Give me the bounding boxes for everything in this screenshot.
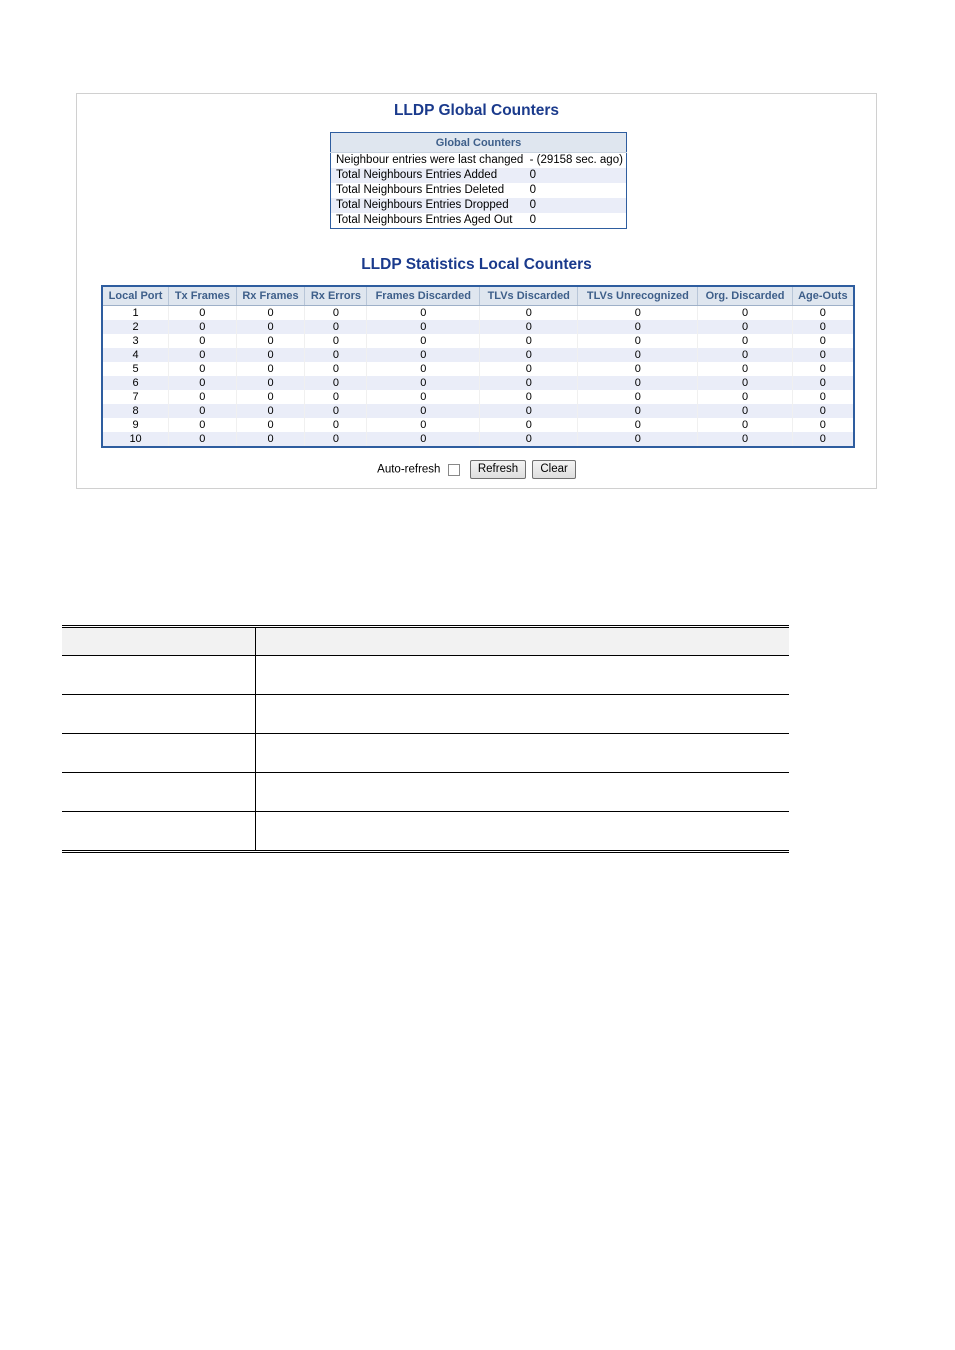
counter-value: 0	[236, 306, 305, 321]
counter-value: 0	[698, 390, 792, 404]
counter-value: 0	[529, 214, 536, 226]
column-header: Frames Discarded	[367, 286, 480, 306]
counter-value: 0	[480, 390, 578, 404]
local-counters-body	[102, 306, 854, 448]
counter-value: 0	[578, 390, 698, 404]
counter-value: 0	[480, 362, 578, 376]
counter-value: 0	[305, 362, 367, 376]
table-row	[102, 306, 854, 321]
column-header: Org. Discarded	[698, 286, 792, 306]
column-header: Rx Frames	[236, 286, 305, 306]
counter-value: 0	[305, 348, 367, 362]
counter-value: 0	[305, 334, 367, 348]
counter-value: 0	[169, 376, 236, 390]
local-counters-table	[101, 285, 855, 448]
counter-value: 0	[305, 320, 367, 334]
counter-value: 0	[578, 306, 698, 321]
table-row	[331, 213, 627, 229]
counter-value: 0	[698, 362, 792, 376]
counter-value: 0	[578, 404, 698, 418]
counter-value: 0	[236, 376, 305, 390]
port-number: 3	[102, 334, 169, 348]
lldp-statistics-screenshot	[76, 93, 877, 489]
counter-value: 0	[698, 348, 792, 362]
counter-value: 0	[480, 376, 578, 390]
table-row	[62, 734, 789, 773]
counter-value: 0	[698, 404, 792, 418]
counter-value: 0	[530, 168, 627, 183]
counter-value: 0	[367, 376, 480, 390]
port-number: 9	[102, 418, 169, 432]
counter-value: 0	[236, 432, 305, 447]
object-column-header	[62, 627, 256, 656]
column-header: TLVs Discarded	[480, 286, 578, 306]
counter-value: 0	[480, 404, 578, 418]
counter-value: 0	[236, 362, 305, 376]
counter-value: 0	[480, 306, 578, 321]
table-row	[331, 183, 627, 198]
counter-value: 0	[792, 334, 854, 348]
table-row	[102, 348, 854, 362]
table-row	[331, 168, 627, 183]
counter-value: 0	[792, 432, 854, 447]
counter-value: 0	[578, 376, 698, 390]
counter-value: 0	[792, 348, 854, 362]
port-number: 10	[102, 432, 169, 447]
counter-value: 0	[367, 432, 480, 447]
counter-value: 0	[578, 320, 698, 334]
column-header: Local Port	[102, 286, 169, 306]
table-row	[331, 198, 627, 213]
counter-value: 0	[480, 348, 578, 362]
counter-value: 0	[529, 184, 536, 196]
counter-value: 0	[698, 432, 792, 447]
counter-value: 0	[480, 320, 578, 334]
column-header: Age-Outs	[792, 286, 854, 306]
column-header: Rx Errors	[305, 286, 367, 306]
counter-value: 0	[698, 320, 792, 334]
table-row	[102, 432, 854, 447]
counter-value: 0	[367, 390, 480, 404]
counter-value: 0	[169, 306, 236, 321]
counter-value: 0	[236, 320, 305, 334]
table-row	[331, 153, 627, 169]
table-row	[62, 695, 789, 734]
counter-value: 0	[169, 362, 236, 376]
counter-value: 0	[305, 404, 367, 418]
table-row	[102, 418, 854, 432]
counter-value: 0	[169, 320, 236, 334]
counter-value: 0	[169, 432, 236, 447]
counter-value: 0	[698, 334, 792, 348]
counter-value: 0	[236, 418, 305, 432]
local-counters-title: LLDP Statistics Local Counters	[361, 256, 592, 273]
counter-value: 0	[169, 404, 236, 418]
table-row	[62, 812, 789, 852]
counter-value: 0	[169, 348, 236, 362]
counter-label: Total Neighbours Entries Aged Out	[336, 214, 513, 226]
counter-value: 0	[367, 334, 480, 348]
port-number: 6	[102, 376, 169, 390]
port-number: 2	[102, 320, 169, 334]
description-header-row	[62, 627, 789, 656]
counter-value: 0	[578, 348, 698, 362]
global-counters-title: LLDP Global Counters	[393, 102, 560, 119]
counter-label: Total Neighbours Entries Dropped	[331, 198, 530, 213]
global-counters-table	[330, 132, 627, 229]
counter-value: 0	[305, 432, 367, 447]
counter-value: 0	[792, 404, 854, 418]
counter-value: 0	[305, 306, 367, 321]
counter-value: 0	[792, 320, 854, 334]
counter-value: 0	[792, 306, 854, 321]
table-row	[102, 376, 854, 390]
port-number: 8	[102, 404, 169, 418]
column-header: TLVs Unrecognized	[578, 286, 698, 306]
global-counters-header: Global Counters	[331, 133, 627, 153]
counter-value: 0	[169, 390, 236, 404]
table-row	[102, 404, 854, 418]
counter-value: 0	[305, 376, 367, 390]
counter-value: 0	[367, 404, 480, 418]
clear-button[interactable]: Clear	[532, 460, 575, 479]
counter-value: 0	[698, 376, 792, 390]
table-row	[102, 390, 854, 404]
counter-value: 0	[792, 362, 854, 376]
counter-label: Total Neighbours Entries Added	[331, 168, 530, 183]
auto-refresh-label: Auto-refresh	[377, 463, 441, 476]
counter-label: Neighbour entries were last changed	[336, 154, 524, 166]
counter-value: - (29158 sec. ago)	[529, 154, 623, 166]
counter-value: 0	[169, 334, 236, 348]
counter-value: 0	[367, 306, 480, 321]
counter-value: 0	[480, 432, 578, 447]
table-row	[102, 334, 854, 348]
counter-value: 0	[367, 348, 480, 362]
counter-value: 0	[367, 418, 480, 432]
counter-value: 0	[236, 348, 305, 362]
counter-value: 0	[530, 198, 627, 213]
port-number: 4	[102, 348, 169, 362]
counter-value: 0	[578, 334, 698, 348]
column-header: Tx Frames	[169, 286, 236, 306]
auto-refresh-checkbox[interactable]	[448, 464, 460, 476]
counter-value: 0	[169, 418, 236, 432]
counter-value: 0	[792, 418, 854, 432]
counter-value: 0	[578, 432, 698, 447]
counter-value: 0	[480, 418, 578, 432]
counter-value: 0	[236, 334, 305, 348]
counter-value: 0	[367, 320, 480, 334]
counter-value: 0	[305, 390, 367, 404]
port-number: 5	[102, 362, 169, 376]
table-row	[62, 773, 789, 812]
table-row	[102, 320, 854, 334]
description-table	[62, 625, 789, 853]
counter-value: 0	[792, 376, 854, 390]
table-row	[62, 656, 789, 695]
counter-value: 0	[367, 362, 480, 376]
table-header-row	[102, 286, 854, 306]
counter-value: 0	[305, 418, 367, 432]
counter-value: 0	[236, 390, 305, 404]
counter-value: 0	[578, 362, 698, 376]
controls-bar	[77, 460, 876, 479]
counter-value: 0	[236, 404, 305, 418]
counter-value: 0	[480, 334, 578, 348]
port-number: 1	[102, 306, 169, 321]
counter-value: 0	[698, 418, 792, 432]
port-number: 7	[102, 390, 169, 404]
table-row	[102, 362, 854, 376]
counter-value: 0	[698, 306, 792, 321]
refresh-button[interactable]: Refresh	[470, 460, 526, 479]
counter-label: Total Neighbours Entries Deleted	[336, 184, 505, 196]
counter-value: 0	[578, 418, 698, 432]
counter-value: 0	[792, 390, 854, 404]
description-column-header	[256, 627, 790, 656]
